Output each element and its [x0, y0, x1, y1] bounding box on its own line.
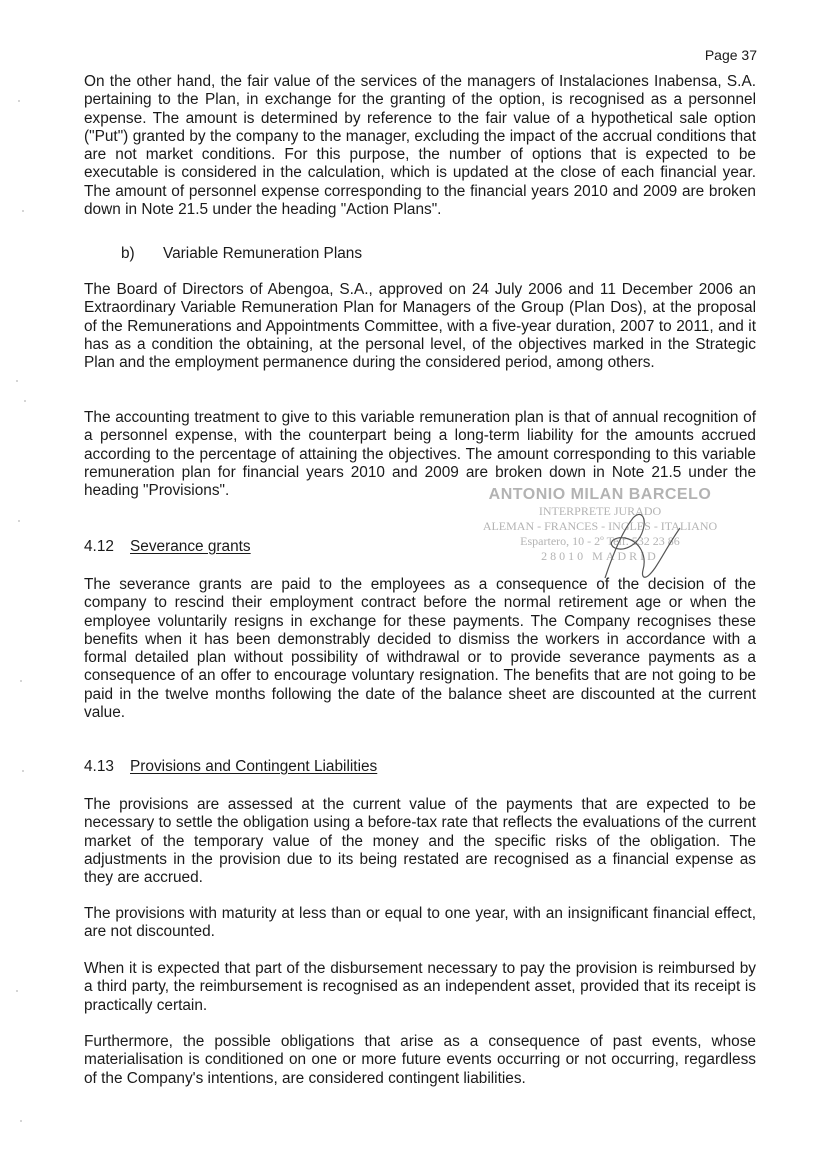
paragraph-board-of-directors: The Board of Directors of Abengoa, S.A., approved on 24 July 2006 and 11 December 2006 an Extraordinary Variable Remuneration Plan for Managers of the Group (Plan Dos), at the proposal of the Remunerations and Appointments Committee, with a five-year duration, 2007 to 2011, and it has as a condition the obtaining, at the personal level, of the objectives marked in the Strategic Plan and the employment permanence during the considered period, among others. [84, 281, 756, 372]
paragraph-contingent-liabilities: Furthermore, the possible obligations that arise as a consequence of past events, whose materialisation is conditioned on one or more future events occurring or not occurring, regardless of the Company's intentions, are considered contingent liabilities. [84, 1033, 756, 1087]
paragraph-provisions-assessed: The provisions are assessed at the current value of the payments that are expected to be necessary to settle the obligation using a before-tax rate that reflects the evaluations of the current market of the temporary value of the money and the specific risks of the obligation. The adjustments in the provision due to its being restated are recognised as a financial expense as they are accrued. [84, 796, 756, 887]
paragraph-severance-grants: The severance grants are paid to the employees as a consequence of the decision of the company to rescind their employment contract before the normal retirement age or when the employee voluntarily resigns in exchange for these payments. The Company recognises these benefits when it has been demonstrably decided to dismiss the workers in accordance with a formal detailed plan without possibility of withdrawal or to provide severance payments as a consequence of an offer to encourage voluntary resignation. The benefits that are not going to be paid in the twelve months following the date of the balance sheet are discounted at the current value. [84, 576, 756, 722]
subheading-variable-remuneration: Variable Remuneration Plans [163, 245, 363, 262]
stamp-address: Espartero, 10 - 2º Telf. 532 23 86 [520, 534, 680, 548]
paragraph-reimbursement: When it is expected that part of the disbursement necessary to pay the provision is reimbursed by a third party, the reimbursement is recognised as an independent asset, provided that its receipt is practically certain. [84, 960, 756, 1014]
section-4-12-number: 4.12 [84, 538, 114, 555]
paragraph-accounting-treatment: The accounting treatment to give to this variable remuneration plan is that of annual recognition of a personnel expense, with the counterpart being a long-term liability for the amounts accrued according to the percentage of attaining the objectives. The amount corresponding to this variable remuneration plan for financial years 2010 and 2009 are broken down in Note 21.5 under the heading "Provisions". [84, 409, 756, 500]
section-4-13-title: Provisions and Contingent Liabilities [130, 758, 378, 775]
stamp-name: ANTONIO MILAN BARCELO [488, 486, 712, 503]
paragraph-fair-value: On the other hand, the fair value of the services of the managers of Instalaciones Inabensa, S.A. pertaining to the Plan, in exchange for the granting of the option, is recognised as a personnel expense. The amount is determined by reference to the fair value of a hypothetical sale option ("Put") granted by the company to the manager, excluding the impact of the accrual conditions that are not market conditions. For this purpose, the number of options that is expected to be executable is considered in the calculation, which is updated at the close of each financial year. The amount of personnel expense corresponding to the financial years 2010 and 2009 are broken down in Note 21.5 under the heading "Action Plans". [84, 73, 756, 219]
stamp-languages: ALEMAN - FRANCES - INGLES - ITALIANO [482, 519, 718, 533]
stamp-city: 28010 MADRID [541, 549, 659, 563]
stamp-role: INTERPRETE JURADO [538, 504, 662, 518]
section-4-13-number: 4.13 [84, 758, 114, 775]
paragraph-provisions-maturity: The provisions with maturity at less than or equal to one year, with an insignificant financial effect, are not discounted. [84, 905, 756, 941]
subheading-b: b) [121, 245, 135, 262]
page-number: Page 37 [704, 47, 757, 63]
section-4-12-title: Severance grants [130, 538, 251, 555]
